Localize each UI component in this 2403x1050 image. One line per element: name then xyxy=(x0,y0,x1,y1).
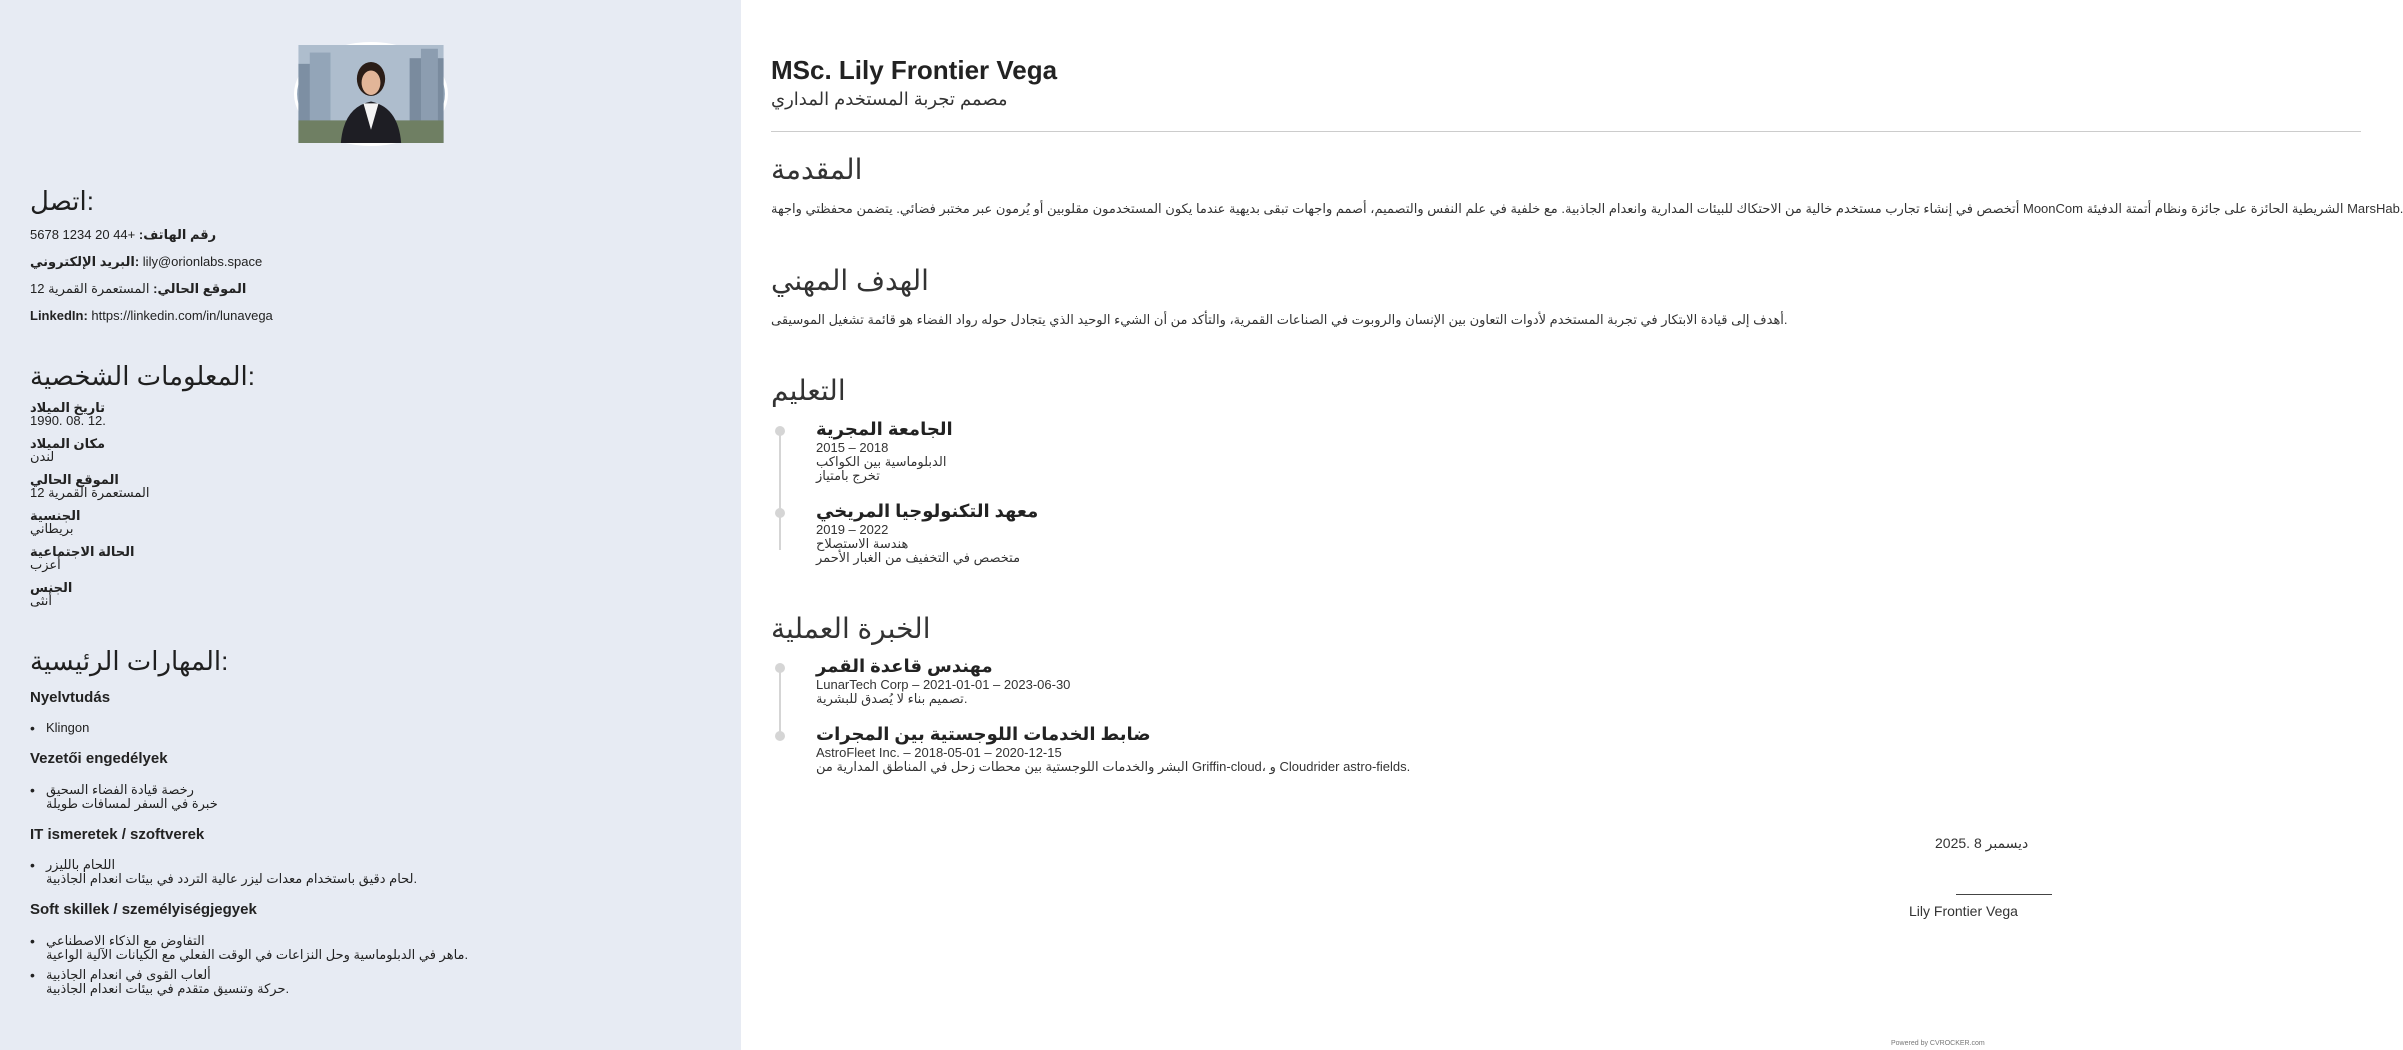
skill-title: • رخصة قيادة الفضاء السحيق xyxy=(46,782,194,797)
contact-phone xyxy=(30,227,216,243)
education-note: تخرج بامتياز xyxy=(816,468,880,483)
skill-category: Soft skillek / személyiségjegyek xyxy=(30,901,257,918)
personal-label: تاريخ الميلاد xyxy=(30,400,106,415)
objective-text: أهدف إلى قيادة الابتكار في تجربة المستخدم لأدوات التعاون بين الإنسان والروبوت في الصناعات القمرية، والتأكد من أن الشيء الوحيد الذي يتجادل حوله رواد الفضاء هو قائمة تشغيل الموسيقى. xyxy=(771,312,1788,327)
personal-value: 1990. 08. 12. xyxy=(30,413,106,428)
education-field: الدبلوماسية بين الكواكب xyxy=(816,454,947,469)
job-title: مصمم تجربة المستخدم المداري xyxy=(771,89,1008,109)
skill-item xyxy=(46,968,289,996)
skill-item xyxy=(46,934,468,962)
skill-desc: لحام دقيق باستخدام معدات ليزر عالية التردد في بيئات انعدام الجاذبية. xyxy=(46,871,418,886)
phone-label: رقم الهاتف: xyxy=(138,227,217,242)
skill-title: • التفاوض مع الذكاء الاصطناعي xyxy=(46,933,205,948)
linkedin-value[interactable]: https://linkedin.com/in/lunavega xyxy=(91,308,273,323)
education-heading: التعليم xyxy=(771,375,846,406)
experience-meta: LunarTech Corp – 2021-01-01 – 2023-06-30 xyxy=(816,677,1071,692)
timeline-dot xyxy=(775,731,785,741)
personal-label: الجنس xyxy=(30,580,73,595)
skill-desc: حركة وتنسيق متقدم في بيئات انعدام الجاذبية. xyxy=(46,981,290,996)
personal-value: المستعمرة القمرية 12 xyxy=(30,485,150,500)
intro-heading: المقدمة xyxy=(771,154,863,185)
timeline-dot xyxy=(775,663,785,673)
skill-desc: ماهر في الدبلوماسية وحل النزاعات في الوقت الفعلي مع الكيانات الآلية الواعية. xyxy=(46,947,469,962)
email-label: البريد الإلكتروني: xyxy=(30,254,140,269)
skills-heading: المهارات الرئيسية: xyxy=(30,646,229,676)
education-years: 2015 – 2018 xyxy=(816,440,889,455)
avatar xyxy=(294,42,448,146)
skill-item xyxy=(46,783,218,811)
skill-title: • اللحام بالليزر xyxy=(46,857,116,872)
personal-label: الجنسية xyxy=(30,508,81,523)
experience-heading: الخبرة العملية xyxy=(771,613,931,644)
skill-item xyxy=(46,858,417,886)
timeline-dot xyxy=(775,508,785,518)
education-timeline xyxy=(779,430,781,550)
contact-email xyxy=(30,254,262,270)
education-field: هندسة الاستصلاح xyxy=(816,536,909,551)
skill-category: Vezetői engedélyek xyxy=(30,750,168,767)
signature-name: Lily Frontier Vega xyxy=(1909,903,2018,919)
location-value: المستعمرة القمرية 12 xyxy=(30,281,150,296)
signature-line xyxy=(1956,894,2052,895)
skill-item xyxy=(46,721,89,735)
person-name: MSc. Lily Frontier Vega xyxy=(771,55,1058,85)
objective-heading: الهدف المهني xyxy=(771,265,929,296)
email-value[interactable]: lily@orionlabs.space xyxy=(142,254,263,269)
personal-label: الحالة الاجتماعية xyxy=(30,544,135,559)
skill-category: Nyelvtudás xyxy=(30,689,111,706)
phone-value: +44 20 1234 5678 xyxy=(30,227,136,242)
education-school: معهد التكنولوجيا المريخي xyxy=(816,501,1039,521)
personal-label: مكان الميلاد xyxy=(30,436,106,451)
contact-location xyxy=(30,281,246,297)
linkedin-label: LinkedIn: xyxy=(30,308,88,323)
experience-meta: AstroFleet Inc. – 2018-05-01 – 2020-12-15 xyxy=(816,745,1062,760)
timeline-dot xyxy=(775,426,785,436)
contact-linkedin xyxy=(30,308,273,323)
personal-heading: المعلومات الشخصية: xyxy=(30,361,255,391)
location-label: الموقع الحالي: xyxy=(153,281,247,296)
skill-category: IT ismeretek / szoftverek xyxy=(30,826,205,843)
education-note: متخصص في التخفيف من الغبار الأحمر xyxy=(816,550,1021,565)
skill-title: • ألعاب القوى في انعدام الجاذبية xyxy=(46,967,211,982)
skill-desc: خبرة في السفر لمسافات طويلة xyxy=(46,796,218,811)
personal-value: أنثى xyxy=(30,593,52,608)
experience-desc: البشر والخدمات اللوجستية بين محطات زحل في المناطق المدارية من Griffin-cloud، و Cloudrider astro-fields. xyxy=(816,759,1411,774)
header-divider xyxy=(771,131,2361,132)
document-date: ديسمبر 8 .2025 xyxy=(1935,835,2029,851)
personal-value: أعزب xyxy=(30,557,61,572)
education-school: الجامعة المجرية xyxy=(816,419,953,439)
personal-label: الموقع الحالي xyxy=(30,472,119,487)
experience-timeline xyxy=(779,667,781,739)
contact-heading: اتصل: xyxy=(30,186,94,216)
skill-title: Klingon xyxy=(46,720,90,735)
personal-value: لندن xyxy=(30,449,55,464)
personal-value: بريطاني xyxy=(30,521,74,536)
experience-title: مهندس قاعدة القمر xyxy=(816,656,993,676)
powered-by[interactable]: Powered by CVROCKER.com xyxy=(1891,1040,1985,1047)
sidebar xyxy=(0,0,741,1050)
education-years: 2019 – 2022 xyxy=(816,522,889,537)
profile-photo-icon xyxy=(297,45,445,143)
intro-text: أتخصص في إنشاء تجارب مستخدم خالية من الاحتكاك للبيئات المدارية وانعدام الجاذبية. مع خلفية في علم النفس والتصميم، أصمم واجهات تبقى بديهية عندما يكون المستخدمون مقلوبين أو يُرمون عبر مختبر فضائي. يتضمن محفظتي واجهة MoonCom الشريطية الحائزة على جائزة ونظام أتمتة الدفيئة MarsHab. xyxy=(771,201,2403,216)
main-content xyxy=(741,0,2403,1050)
experience-desc: تصميم بناء لا يُصدق للبشرية. xyxy=(816,691,968,706)
experience-title: ضابط الخدمات اللوجستية بين المجرات xyxy=(816,724,1151,744)
